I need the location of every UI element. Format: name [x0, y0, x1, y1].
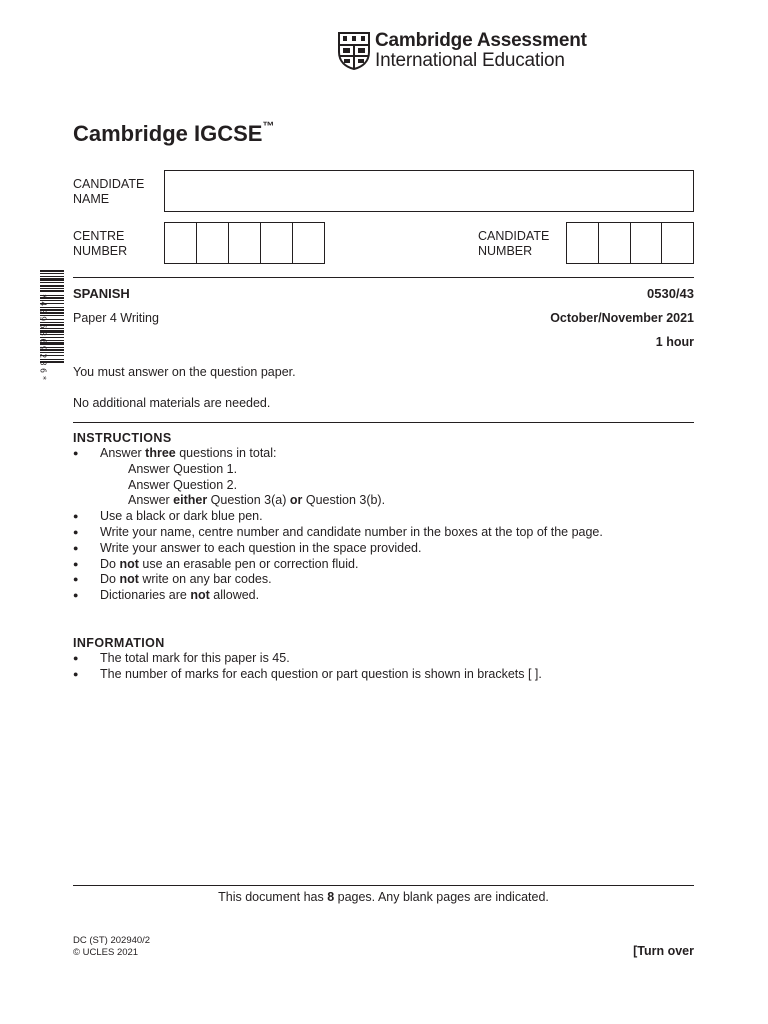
list-item — [73, 462, 603, 478]
information-text: The number of marks for each question or part question is shown in brackets [ ]. — [100, 666, 542, 681]
paper-code: 0530/43 — [647, 286, 694, 301]
instruction-text: Question 3(a) — [207, 493, 290, 508]
answer-note: You must answer on the question paper. — [73, 365, 296, 379]
list-item — [73, 446, 603, 462]
instruction-emphasis: either — [173, 493, 208, 508]
page-count-number: 8 — [327, 890, 335, 904]
candidate-number-boxes[interactable] — [566, 222, 694, 264]
instruction-text: Write your name, centre number and candidate number in the boxes at the top of the page. — [100, 524, 603, 539]
instruction-text: Dictionaries are — [100, 588, 191, 603]
instruction-text: Write your answer to each question in the space provided. — [100, 540, 422, 555]
divider — [73, 885, 694, 886]
instructions-list — [73, 446, 603, 604]
page-title — [73, 118, 275, 147]
instruction-text: Answer Question 2. — [128, 477, 238, 492]
list-item — [73, 572, 603, 588]
candidate-number-cell[interactable] — [567, 223, 599, 263]
divider — [73, 277, 694, 278]
barcode-text: *4096369286* — [38, 294, 48, 383]
candidate-name-label — [73, 177, 144, 207]
instruction-emphasis: or — [289, 493, 303, 508]
list-item — [73, 525, 603, 541]
candidate-name-label-line2: NAME — [73, 192, 110, 206]
exam-duration: 1 hour — [655, 335, 694, 349]
candidate-number-label-line1: CANDIDATE — [478, 229, 550, 243]
materials-note: No additional materials are needed. — [73, 396, 271, 410]
centre-number-cell[interactable] — [293, 223, 324, 263]
instruction-emphasis: not — [119, 572, 139, 587]
exam-session: October/November 2021 — [550, 311, 694, 325]
instruction-text: Answer — [100, 446, 146, 460]
crest-icon — [338, 32, 370, 70]
page-count-text: This document has — [218, 890, 328, 904]
instruction-emphasis: not — [119, 556, 139, 571]
instruction-text: questions in total: — [175, 446, 277, 460]
list-item — [73, 588, 603, 604]
candidate-number-label-line2: NUMBER — [478, 244, 533, 258]
instruction-emphasis: not — [190, 588, 210, 603]
divider — [73, 422, 694, 423]
centre-number-cell[interactable] — [229, 223, 261, 263]
candidate-number-cell[interactable] — [631, 223, 663, 263]
candidate-number-label — [478, 229, 549, 259]
centre-number-boxes[interactable] — [164, 222, 325, 264]
information-text: The total mark for this paper is 45. — [100, 651, 290, 665]
copyright-notice: © UCLES 2021 — [73, 947, 139, 958]
document-code: DC (ST) 202940/2 — [73, 935, 151, 946]
org-name-line1: Cambridge Assessment — [375, 30, 587, 51]
list-item — [73, 478, 603, 494]
candidate-name-box[interactable] — [164, 170, 694, 212]
page-count-text: pages. Any blank pages are indicated. — [334, 890, 549, 904]
information-heading: INFORMATION — [73, 636, 165, 650]
instruction-emphasis: three — [145, 446, 176, 460]
list-item — [73, 667, 542, 683]
instruction-text: allowed. — [209, 588, 260, 603]
instruction-text: Answer Question 1. — [128, 461, 238, 476]
candidate-name-label-line1: CANDIDATE — [73, 177, 145, 191]
instruction-text: Do — [100, 572, 120, 587]
instruction-text: Question 3(b). — [302, 493, 386, 508]
centre-number-cell[interactable] — [165, 223, 197, 263]
information-list — [73, 651, 542, 683]
centre-number-label — [73, 229, 127, 259]
org-name-line2: International Education — [375, 50, 565, 71]
instruction-text: write on any bar codes. — [138, 572, 272, 587]
trademark-mark: ™ — [262, 118, 275, 133]
centre-number-label-line2: NUMBER — [73, 244, 128, 258]
centre-number-cell[interactable] — [197, 223, 229, 263]
cambridge-logo — [338, 30, 587, 72]
centre-number-label-line1: CENTRE — [73, 229, 125, 243]
instruction-text: Answer — [128, 493, 174, 508]
subject-name: SPANISH — [73, 286, 130, 301]
brand-name: Cambridge IGCSE — [73, 121, 263, 146]
instruction-text: use an erasable pen or correction fluid. — [138, 556, 359, 571]
instruction-text: Do — [100, 556, 120, 571]
paper-component: Paper 4 Writing — [73, 311, 159, 325]
centre-number-cell[interactable] — [261, 223, 293, 263]
turn-over-note: [Turn over — [633, 944, 694, 958]
page-count-note — [73, 890, 694, 904]
list-item — [73, 541, 603, 557]
list-item — [73, 509, 603, 525]
list-item — [73, 651, 542, 667]
barcode — [30, 270, 64, 410]
candidate-number-cell[interactable] — [599, 223, 631, 263]
document-reference — [73, 935, 150, 959]
list-item — [73, 493, 603, 509]
candidate-number-cell[interactable] — [662, 223, 693, 263]
instruction-text: Use a black or dark blue pen. — [100, 509, 263, 524]
list-item — [73, 557, 603, 573]
instructions-heading: INSTRUCTIONS — [73, 431, 172, 445]
